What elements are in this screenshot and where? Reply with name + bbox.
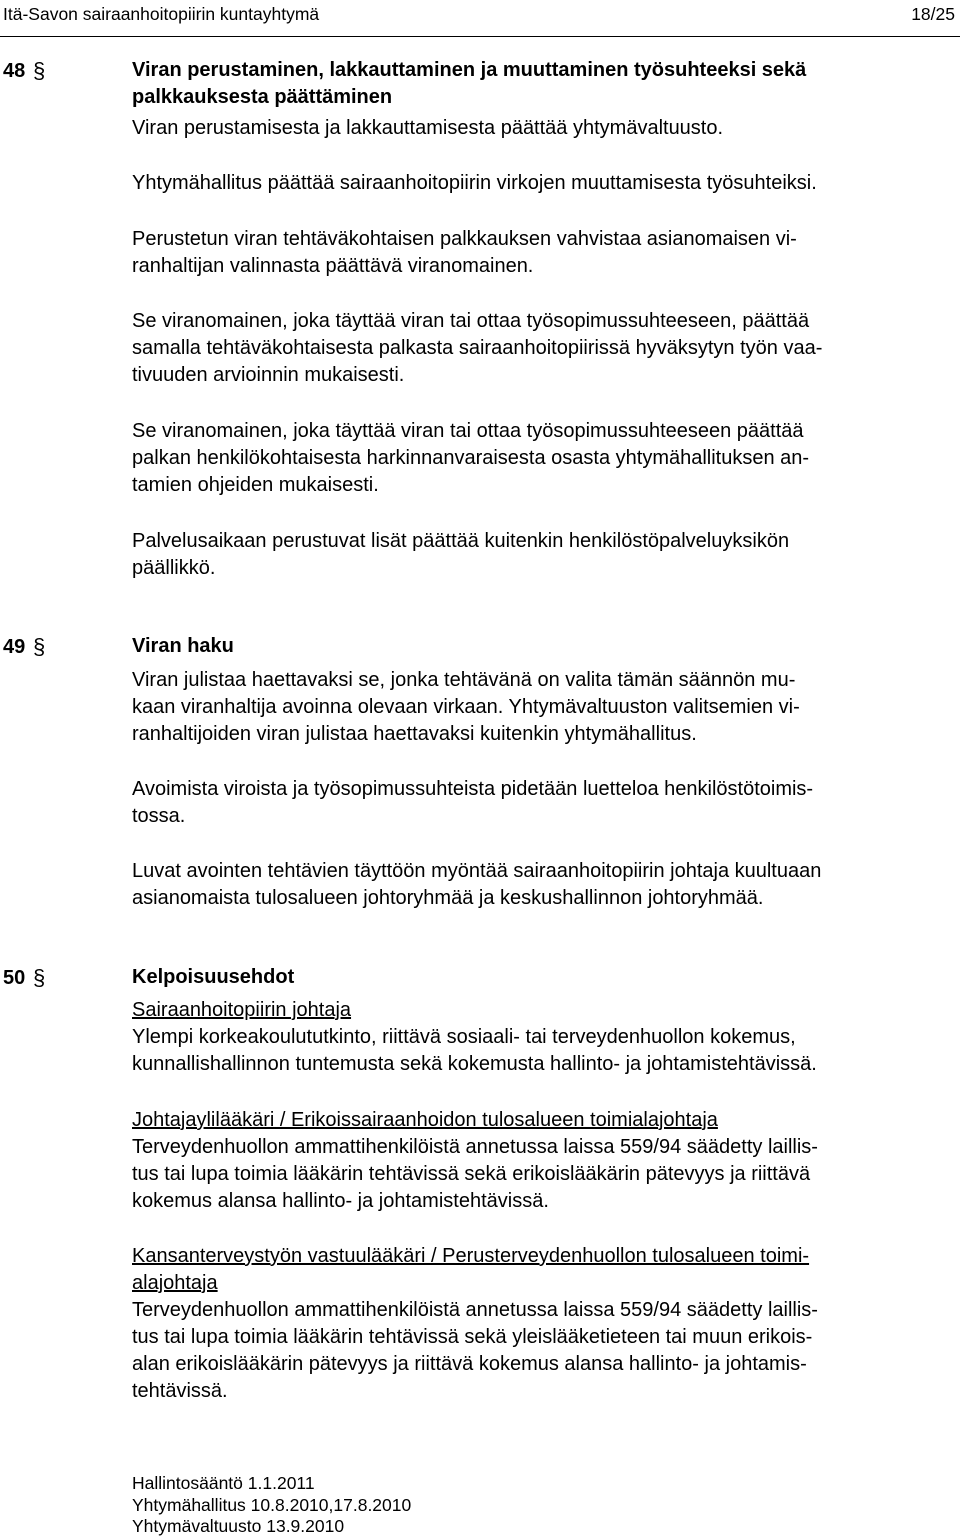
- paragraph-line: Luvat avointen tehtävien täyttöön myöntää sairaanhoitopiirin johtaja kuultuaan: [132, 860, 822, 882]
- paragraph: [132, 308, 932, 389]
- section-title: [132, 57, 942, 111]
- qualification-group: [132, 1107, 932, 1215]
- paragraph-line: samalla tehtäväkohtaisesta palkasta sairaanhoitopiirissä hyväksytyn työn vaa-: [132, 337, 823, 359]
- qualification-text-line: alan erikoislääkärin pätevyys ja riittävä kokemus alansa hallinto- ja johtamis-: [132, 1353, 807, 1375]
- page-footer: [132, 1473, 411, 1538]
- footer-line: Yhtymävaltuusto 13.9.2010: [132, 1516, 345, 1536]
- paragraph: [132, 226, 932, 280]
- paragraph-line: Se viranomainen, joka täyttää viran tai ottaa työsopimussuhteeseen, päättää: [132, 310, 810, 332]
- qualification-text-line: tus tai lupa toimia lääkärin tehtävissä sekä erikoislääkärin pätevyys ja riittävä: [132, 1163, 811, 1185]
- section-title: [132, 964, 942, 991]
- section-title-line: palkkauksesta päättäminen: [132, 86, 393, 108]
- section-title-line: Viran haku: [132, 635, 234, 657]
- qualification-group: [132, 997, 932, 1078]
- paragraph: [132, 418, 932, 499]
- paragraph-line: kaan viranhaltija avoinna olevaan virkaan. Yhtymävaltuuston valitsemien vi-: [132, 696, 800, 718]
- paragraph-line: Viran perustamisesta ja lakkauttamisesta päättää yhtymävaltuusto.: [132, 117, 724, 139]
- section-sign: §: [33, 58, 46, 83]
- paragraph-line: Avoimista viroista ja työsopimussuhteista pidetään luetteloa henkilöstötoimis-: [132, 778, 814, 800]
- paragraph-line: palkan henkilökohtaisesta harkinnanvaraisesta osasta yhtymähallituksen an-: [132, 447, 810, 469]
- section-number: 48: [3, 60, 26, 82]
- paragraph: [132, 170, 932, 197]
- qualification-text-line: tus tai lupa toimia lääkärin tehtävissä sekä yleislääketieteen tai muun erikois-: [132, 1326, 813, 1348]
- qualification-text-line: Ylempi korkeakoulututkinto, riittävä sosiaali- tai terveydenhuollon kokemus,: [132, 1026, 796, 1048]
- footer-line: Yhtymähallitus 10.8.2010,17.8.2010: [132, 1494, 412, 1515]
- qualification-heading: Johtajaylilääkäri / Erikoissairaanhoidon tulosalueen toimialajohtaja: [132, 1109, 718, 1131]
- paragraph: [132, 115, 932, 142]
- paragraph-line: tamien ohjeiden mukaisesti.: [132, 474, 379, 496]
- paragraph-line: Se viranomainen, joka täyttää viran tai ottaa työsopimussuhteeseen päättää: [132, 420, 804, 442]
- section-number: 49: [3, 636, 26, 658]
- footer-line: Hallintosääntö 1.1.2011: [132, 1473, 315, 1493]
- paragraph-line: ranhaltijoiden viran julistaa haettavaksi kuitenkin yhtymähallitus.: [132, 723, 697, 745]
- qualification-heading: alajohtaja: [132, 1272, 218, 1294]
- paragraph-line: ranhaltijan valinnasta päättävä viranomainen.: [132, 255, 534, 277]
- qualification-text-line: Terveydenhuollon ammattihenkilöistä annetussa laissa 559/94 säädetty laillis-: [132, 1136, 818, 1158]
- qualification-group: [132, 1243, 932, 1405]
- qualification-heading: Kansanterveystyön vastuulääkäri / Perusterveydenhuollon tulosalueen toimi-: [132, 1245, 810, 1267]
- paragraph-line: tivuuden arvioinnin mukaisesti.: [132, 364, 405, 386]
- qualification-text-line: kokemus alansa hallinto- ja johtamistehtävissä.: [132, 1190, 549, 1212]
- qualification-text-line: kunnallishallinnon tuntemusta sekä kokemusta hallinto- ja johtamistehtävissä.: [132, 1053, 817, 1075]
- paragraph-line: päällikkö.: [132, 557, 216, 579]
- paragraph-line: Perustetun viran tehtäväkohtaisen palkkauksen vahvistaa asianomaisen vi-: [132, 228, 797, 250]
- qualification-heading: Sairaanhoitopiirin johtaja: [132, 999, 352, 1021]
- paragraph-line: Viran julistaa haettavaksi se, jonka tehtävänä on valita tämän säännön mu-: [132, 669, 796, 691]
- section-title-line: Viran perustaminen, lakkauttaminen ja muuttaminen työsuhteeksi sekä: [132, 59, 807, 81]
- paragraph: [132, 528, 932, 582]
- section-title: [132, 633, 942, 660]
- paragraph-line: Palvelusaikaan perustuvat lisät päättää kuitenkin henkilöstöpalveluyksikön: [132, 530, 790, 552]
- paragraph-line: asianomaista tulosalueen johtoryhmää ja keskushallinnon johtoryhmää.: [132, 887, 764, 909]
- paragraph: [132, 667, 932, 748]
- section-title-line: Kelpoisuusehdot: [132, 966, 295, 988]
- paragraph: [132, 776, 932, 830]
- qualification-text-line: Terveydenhuollon ammattihenkilöistä annetussa laissa 559/94 säädetty laillis-: [132, 1299, 818, 1321]
- qualification-text-line: tehtävissä.: [132, 1380, 228, 1402]
- paragraph-line: tossa.: [132, 805, 186, 827]
- section-sign: §: [33, 965, 46, 990]
- page-number: 18/25: [911, 4, 955, 24]
- section-number: 50: [3, 967, 26, 989]
- paragraph: [132, 858, 932, 912]
- paragraph-line: Yhtymähallitus päättää sairaanhoitopiirin virkojen muuttamisesta työsuhteiksi.: [132, 172, 817, 194]
- page-header: [0, 0, 960, 37]
- header-organization: Itä-Savon sairaanhoitopiirin kuntayhtymä: [3, 4, 320, 24]
- section-sign: §: [33, 634, 46, 659]
